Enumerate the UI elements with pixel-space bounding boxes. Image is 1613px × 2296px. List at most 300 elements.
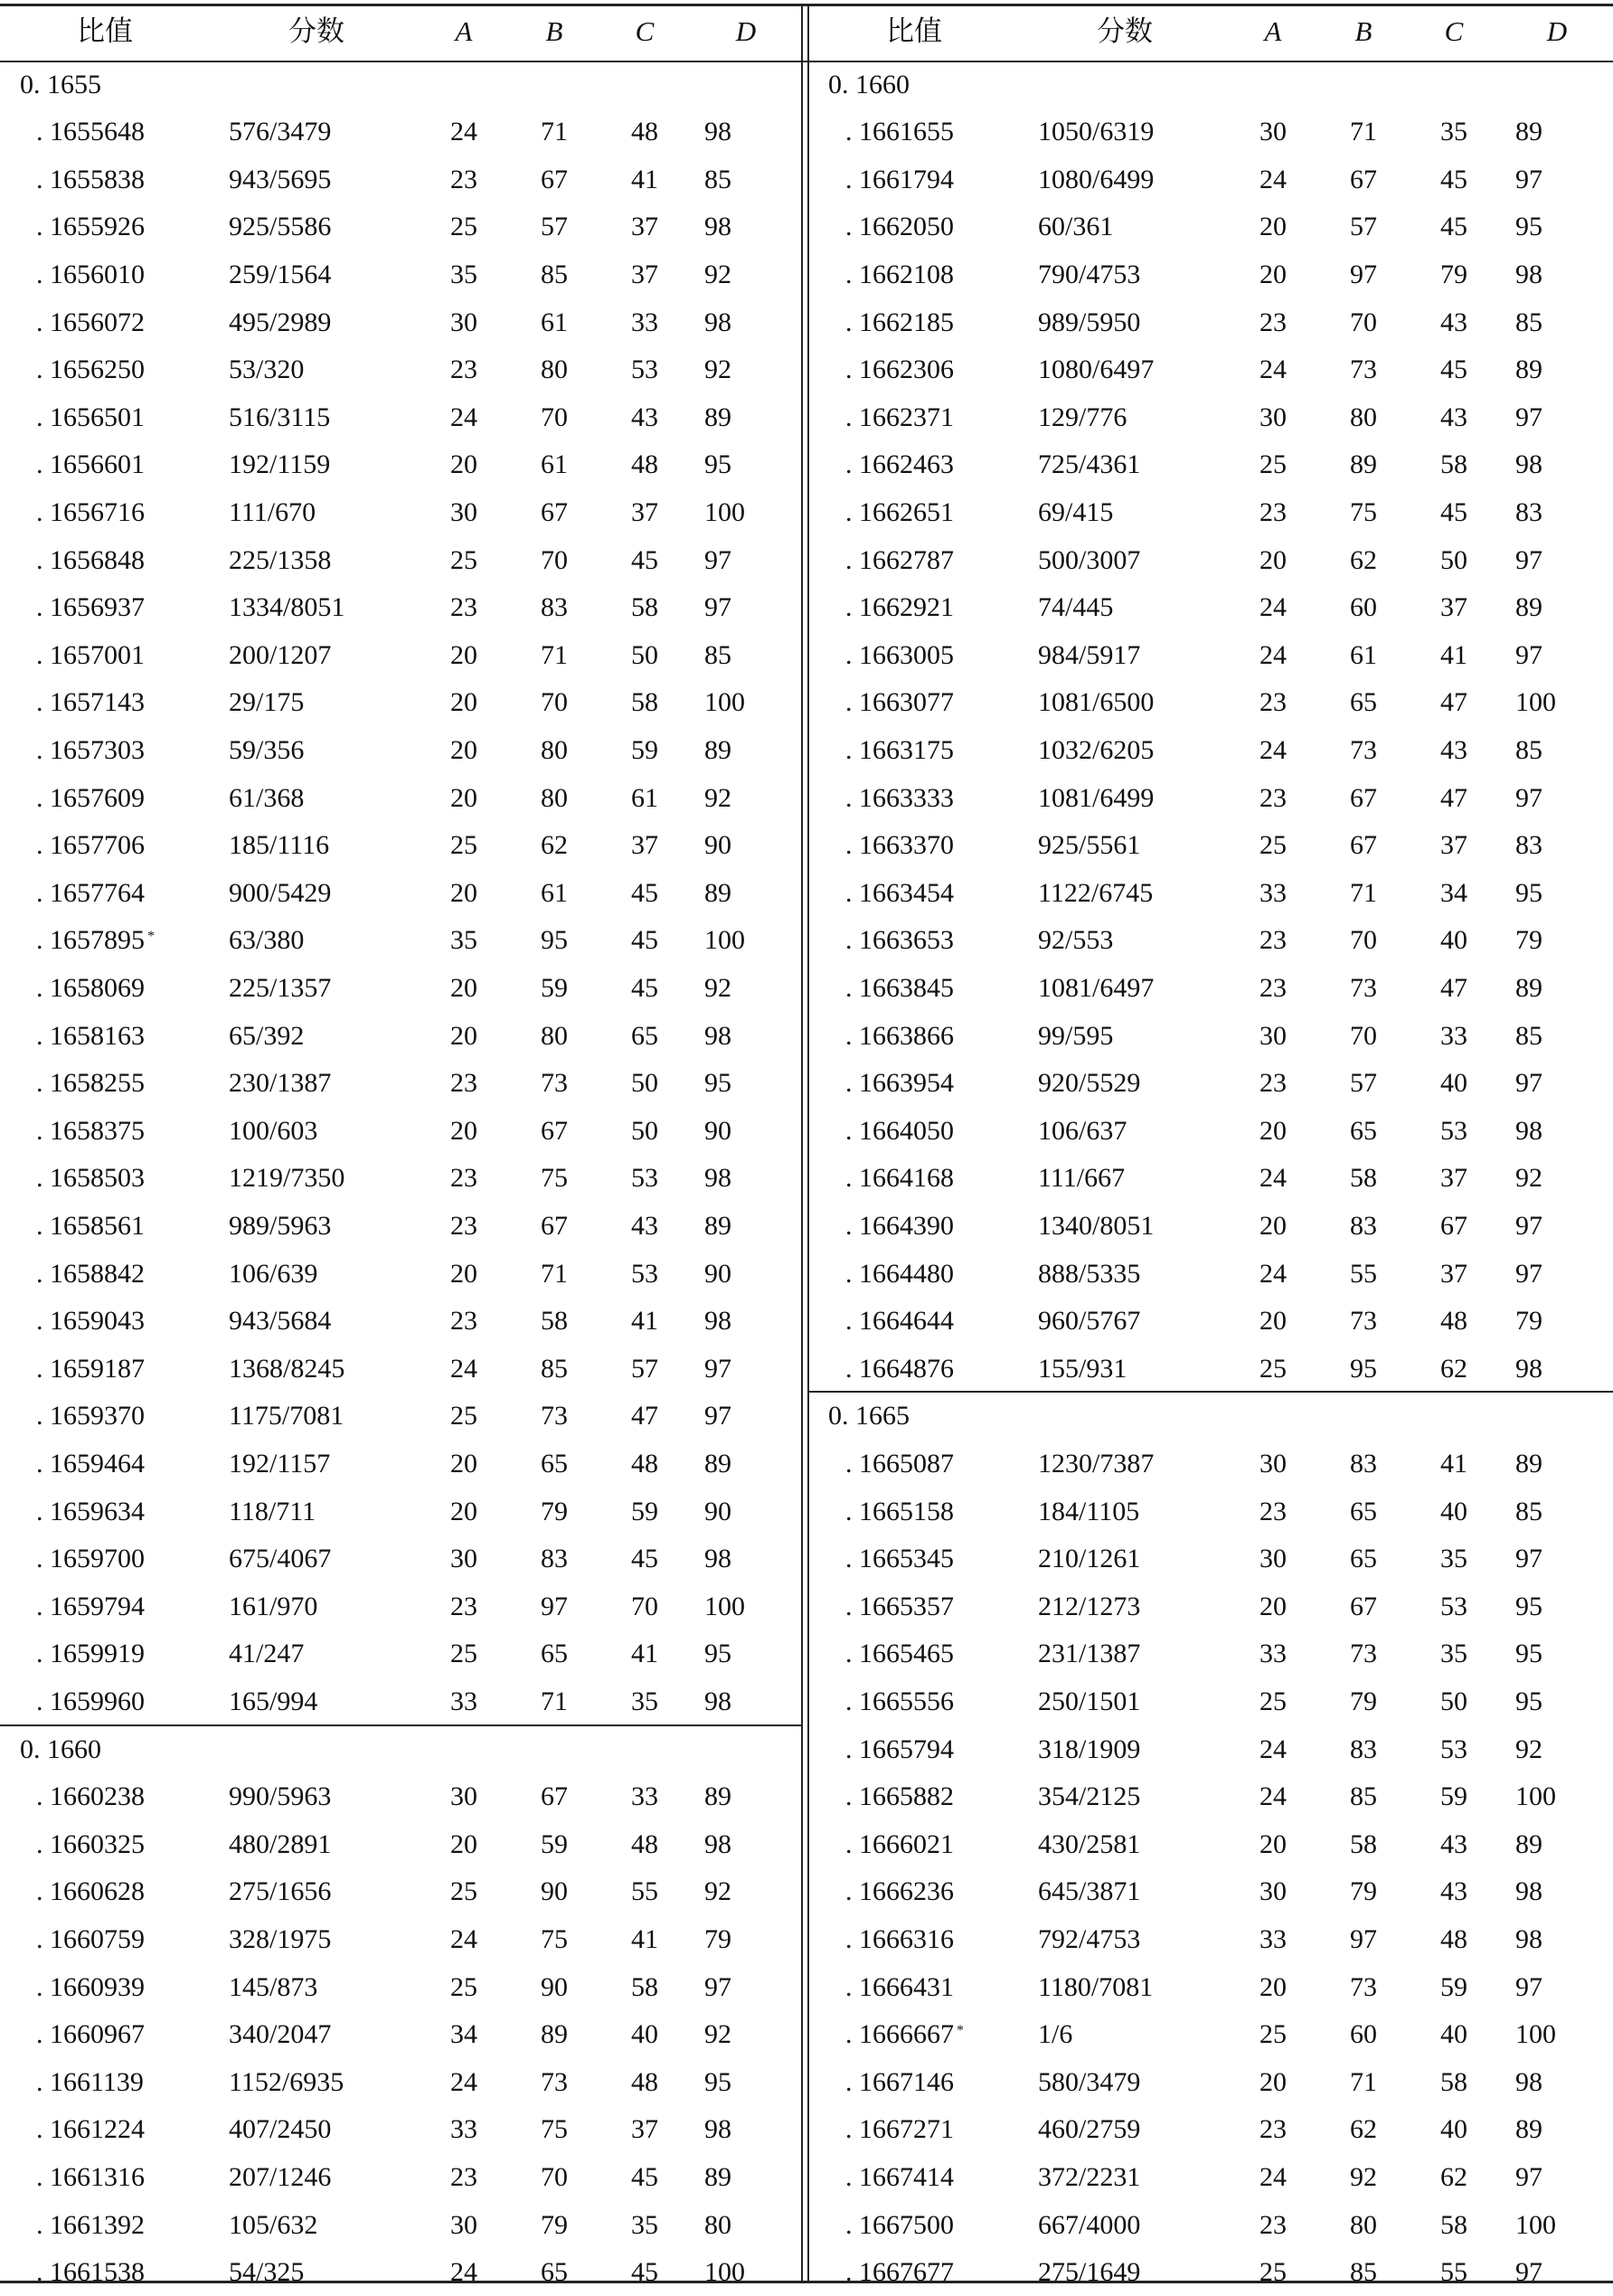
value-cell: 97 <box>541 1592 568 1621</box>
value-cell: 92 <box>1350 2162 1377 2192</box>
value-cell: 53 <box>631 1163 658 1193</box>
value-cell: 25 <box>450 1401 477 1431</box>
value-cell: 23 <box>1259 1497 1287 1526</box>
column-header: B <box>1354 15 1372 47</box>
fraction-cell: 225/1357 <box>229 973 332 1003</box>
value-cell: 30 <box>450 497 477 527</box>
fraction-cell: 230/1387 <box>229 1068 332 1098</box>
fraction-cell: 129/776 <box>1038 402 1127 432</box>
value-cell: 53 <box>631 1259 658 1289</box>
value-cell: 43 <box>1440 402 1467 432</box>
value-cell: 45 <box>631 1544 658 1573</box>
value-cell: 70 <box>541 2162 568 2192</box>
value-cell: 25 <box>450 830 477 860</box>
value-cell: 53 <box>1440 1116 1467 1146</box>
value-cell: 98 <box>704 1829 731 1859</box>
fraction-cell: 1152/6935 <box>229 2067 344 2097</box>
ratio-cell: . 1657609 <box>36 783 145 813</box>
value-cell: 97 <box>1515 1544 1542 1573</box>
fraction-cell: 65/392 <box>229 1021 305 1051</box>
value-cell: 70 <box>1350 307 1377 337</box>
value-cell: 83 <box>1515 830 1542 860</box>
ratio-cell: . 1666431 <box>845 1972 954 2002</box>
value-cell: 83 <box>1350 1734 1377 1764</box>
value-cell: 37 <box>631 2114 658 2144</box>
value-cell: 67 <box>541 497 568 527</box>
value-cell: 23 <box>450 1163 477 1193</box>
value-cell: 73 <box>1350 354 1377 384</box>
value-cell: 25 <box>450 545 477 575</box>
value-cell: 33 <box>450 1687 477 1716</box>
value-cell: 58 <box>1440 449 1467 479</box>
fraction-cell: 984/5917 <box>1038 640 1141 670</box>
fraction-cell: 576/3479 <box>229 117 332 146</box>
ratio-cell: . 1667146 <box>845 2067 954 2097</box>
value-cell: 40 <box>1440 1497 1467 1526</box>
value-cell: 40 <box>631 2019 658 2049</box>
value-cell: 95 <box>704 2067 731 2097</box>
value-cell: 97 <box>704 592 731 622</box>
value-cell: 73 <box>541 1401 568 1431</box>
value-cell: 79 <box>541 1497 568 1526</box>
value-cell: 85 <box>1515 1497 1542 1526</box>
value-cell: 60 <box>1350 2019 1377 2049</box>
ratio-cell: . 1662651 <box>845 497 954 527</box>
fraction-cell: 925/5561 <box>1038 830 1141 860</box>
fraction-cell: 1050/6319 <box>1038 117 1155 146</box>
value-cell: 97 <box>704 1401 731 1431</box>
ratio-cell: . 1656848 <box>36 545 145 575</box>
value-cell: 92 <box>1515 1734 1542 1764</box>
value-cell: 45 <box>1440 212 1467 241</box>
value-cell: 20 <box>1259 1211 1287 1241</box>
ratio-cell: . 1662921 <box>845 592 954 622</box>
value-cell: 37 <box>1440 1163 1467 1193</box>
fraction-cell: 943/5695 <box>229 165 332 194</box>
value-cell: 79 <box>704 1924 731 1954</box>
value-cell: 97 <box>1515 2162 1542 2192</box>
value-cell: 83 <box>1350 1211 1377 1241</box>
value-cell: 25 <box>450 1972 477 2002</box>
value-cell: 98 <box>1515 449 1542 479</box>
value-cell: 57 <box>631 1354 658 1384</box>
value-cell: 53 <box>1440 1734 1467 1764</box>
ratio-cell: . 1660628 <box>36 1876 145 1906</box>
value-cell: 60 <box>1350 592 1377 622</box>
value-cell: 55 <box>631 1876 658 1906</box>
value-cell: 47 <box>631 1401 658 1431</box>
value-cell: 95 <box>704 449 731 479</box>
value-cell: 48 <box>631 449 658 479</box>
value-cell: 24 <box>1259 1781 1287 1811</box>
fraction-cell: 580/3479 <box>1038 2067 1141 2097</box>
value-cell: 85 <box>704 165 731 194</box>
fraction-cell: 54/325 <box>229 2257 305 2287</box>
value-cell: 65 <box>1350 1116 1377 1146</box>
column-divider-left <box>801 4 803 2283</box>
value-cell: 61 <box>541 307 568 337</box>
ratio-cell: . 1656250 <box>36 354 145 384</box>
value-cell: 45 <box>1440 497 1467 527</box>
ratio-cell: . 1661316 <box>36 2162 145 2192</box>
value-cell: 67 <box>541 1211 568 1241</box>
value-cell: 95 <box>1515 212 1542 241</box>
value-cell: 62 <box>541 830 568 860</box>
fraction-cell: 145/873 <box>229 1972 318 2002</box>
fraction-cell: 275/1649 <box>1038 2257 1141 2287</box>
value-cell: 71 <box>1350 878 1377 908</box>
ratio-cell: . 1655648 <box>36 117 145 146</box>
value-cell: 71 <box>541 640 568 670</box>
value-cell: 83 <box>541 1544 568 1573</box>
value-cell: 73 <box>541 1068 568 1098</box>
value-cell: 20 <box>450 449 477 479</box>
value-cell: 20 <box>1259 1972 1287 2002</box>
value-cell: 45 <box>631 2162 658 2192</box>
value-cell: 98 <box>1515 1354 1542 1384</box>
column-header: C <box>635 15 655 47</box>
value-cell: 50 <box>631 640 658 670</box>
value-cell: 23 <box>1259 2114 1287 2144</box>
value-cell: 73 <box>1350 1306 1377 1336</box>
value-cell: 24 <box>1259 735 1287 765</box>
value-cell: 37 <box>1440 830 1467 860</box>
value-cell: 23 <box>450 1068 477 1098</box>
ratio-cell: . 1663454 <box>845 878 954 908</box>
value-cell: 71 <box>541 117 568 146</box>
value-cell: 90 <box>704 1259 731 1289</box>
fraction-cell: 111/667 <box>1038 1163 1126 1193</box>
fraction-cell: 675/4067 <box>229 1544 332 1573</box>
value-cell: 98 <box>704 1687 731 1716</box>
value-cell: 92 <box>1515 1163 1542 1193</box>
fraction-cell: 1340/8051 <box>1038 1211 1155 1241</box>
ratio-cell: . 1665345 <box>845 1544 954 1573</box>
value-cell: 48 <box>631 1449 658 1479</box>
value-cell: 83 <box>1350 1449 1377 1479</box>
value-cell: 41 <box>631 1924 658 1954</box>
value-cell: 30 <box>450 1544 477 1573</box>
value-cell: 61 <box>541 878 568 908</box>
column-header: D <box>1546 15 1568 47</box>
value-cell: 35 <box>450 260 477 289</box>
value-cell: 80 <box>1350 2210 1377 2240</box>
ratio-cell: . 1665158 <box>845 1497 954 1526</box>
fraction-cell: 231/1387 <box>1038 1639 1141 1668</box>
ratio-cell: . 1663175 <box>845 735 954 765</box>
fraction-cell: 92/553 <box>1038 925 1114 955</box>
value-cell: 92 <box>704 2019 731 2049</box>
value-cell: 71 <box>1350 2067 1377 2097</box>
value-cell: 75 <box>541 1924 568 1954</box>
value-cell: 48 <box>631 2067 658 2097</box>
fraction-cell: 790/4753 <box>1038 260 1141 289</box>
value-cell: 80 <box>1350 402 1377 432</box>
value-cell: 20 <box>450 973 477 1003</box>
ratio-cell: . 1659700 <box>36 1544 145 1573</box>
value-cell: 23 <box>450 165 477 194</box>
top-rule <box>0 4 1613 6</box>
value-cell: 25 <box>1259 449 1287 479</box>
value-cell: 65 <box>541 1639 568 1668</box>
value-cell: 98 <box>704 1021 731 1051</box>
ratio-cell: . 1664050 <box>845 1116 954 1146</box>
value-cell: 25 <box>450 1639 477 1668</box>
ratio-cell: . 1664390 <box>845 1211 954 1241</box>
value-cell: 24 <box>450 402 477 432</box>
fraction-cell: 516/3115 <box>229 402 331 432</box>
value-cell: 41 <box>631 165 658 194</box>
value-cell: 58 <box>1350 1829 1377 1859</box>
value-cell: 80 <box>541 354 568 384</box>
ratio-cell: . 1663653 <box>845 925 954 955</box>
value-cell: 89 <box>1515 354 1542 384</box>
value-cell: 40 <box>1440 2114 1467 2144</box>
value-cell: 24 <box>1259 640 1287 670</box>
value-cell: 80 <box>541 735 568 765</box>
value-cell: 92 <box>704 1876 731 1906</box>
value-cell: 65 <box>541 2257 568 2287</box>
column-header: B <box>545 15 563 47</box>
value-cell: 98 <box>704 1163 731 1193</box>
value-cell: 33 <box>631 307 658 337</box>
ratio-cell: . 1658163 <box>36 1021 145 1051</box>
ratio-cell: . 1665556 <box>845 1687 954 1716</box>
value-cell: 30 <box>1259 1021 1287 1051</box>
value-cell: 97 <box>1350 1924 1377 1954</box>
fraction-cell: 165/994 <box>229 1687 318 1716</box>
value-cell: 41 <box>1440 1449 1467 1479</box>
value-cell: 85 <box>1350 1781 1377 1811</box>
fraction-cell: 192/1157 <box>229 1449 331 1479</box>
ratio-cell: . 1658255 <box>36 1068 145 1098</box>
value-cell: 30 <box>1259 402 1287 432</box>
value-cell: 53 <box>1440 1592 1467 1621</box>
ratio-cell: . 1656937 <box>36 592 145 622</box>
value-cell: 33 <box>1259 1639 1287 1668</box>
value-cell: 100 <box>704 1592 745 1621</box>
value-cell: 35 <box>631 1687 658 1716</box>
value-cell: 24 <box>450 1354 477 1384</box>
value-cell: 62 <box>1440 1354 1467 1384</box>
value-cell: 33 <box>1259 878 1287 908</box>
ratio-cell: . 1660325 <box>36 1829 145 1859</box>
value-cell: 35 <box>631 2210 658 2240</box>
value-cell: 70 <box>1350 1021 1377 1051</box>
value-cell: 90 <box>704 1116 731 1146</box>
value-cell: 67 <box>541 1116 568 1146</box>
fraction-cell: 1/6 <box>1038 2019 1073 2049</box>
value-cell: 53 <box>631 354 658 384</box>
ratio-cell: . 1658375 <box>36 1116 145 1146</box>
fraction-cell: 430/2581 <box>1038 1829 1141 1859</box>
ratio-cell: . 1658069 <box>36 973 145 1003</box>
value-cell: 95 <box>541 925 568 955</box>
value-cell: 98 <box>1515 1116 1542 1146</box>
section-label: 0. 1655 <box>20 70 101 99</box>
value-cell: 24 <box>450 2067 477 2097</box>
value-cell: 95 <box>1515 878 1542 908</box>
fraction-cell: 1334/8051 <box>229 592 345 622</box>
ratio-cell: . 1666316 <box>845 1924 954 1954</box>
value-cell: 20 <box>450 687 477 717</box>
ratio-cell: . 1663333 <box>845 783 954 813</box>
value-cell: 100 <box>1515 2019 1556 2049</box>
value-cell: 43 <box>631 402 658 432</box>
ratio-cell: . 1658503 <box>36 1163 145 1193</box>
value-cell: 24 <box>1259 165 1287 194</box>
value-cell: 24 <box>450 2257 477 2287</box>
value-cell: 80 <box>541 1021 568 1051</box>
ratio-cell: . 1657764 <box>36 878 145 908</box>
value-cell: 58 <box>1440 2067 1467 2097</box>
value-cell: 98 <box>1515 260 1542 289</box>
value-cell: 85 <box>1515 735 1542 765</box>
value-cell: 33 <box>1440 1021 1467 1051</box>
fraction-cell: 480/2891 <box>229 1829 332 1859</box>
value-cell: 34 <box>450 2019 477 2049</box>
value-cell: 37 <box>1440 1259 1467 1289</box>
ratio-cell: . 1662306 <box>845 354 954 384</box>
value-cell: 40 <box>1440 925 1467 955</box>
value-cell: 100 <box>1515 2210 1556 2240</box>
ratio-cell <box>845 2011 964 2058</box>
ratio-cell: . 1659043 <box>36 1306 145 1336</box>
ratio-cell: . 1661392 <box>36 2210 145 2240</box>
ratio-cell: . 1656072 <box>36 307 145 337</box>
value-cell: 67 <box>1350 165 1377 194</box>
value-cell: 37 <box>631 830 658 860</box>
value-cell: 61 <box>631 783 658 813</box>
value-cell: 48 <box>1440 1306 1467 1336</box>
fraction-cell: 989/5963 <box>229 1211 332 1241</box>
value-cell: 59 <box>1440 1781 1467 1811</box>
section-label: 0. 1660 <box>20 1734 101 1764</box>
fraction-cell: 161/970 <box>229 1592 318 1621</box>
value-cell: 89 <box>1515 592 1542 622</box>
value-cell: 75 <box>541 2114 568 2144</box>
value-cell: 23 <box>1259 2210 1287 2240</box>
ratio-cell: . 1657143 <box>36 687 145 717</box>
value-cell: 45 <box>1440 354 1467 384</box>
value-cell: 97 <box>1515 640 1542 670</box>
ratio-cell: . 1656501 <box>36 402 145 432</box>
value-cell: 85 <box>704 640 731 670</box>
value-cell: 98 <box>704 1306 731 1336</box>
header-rule <box>0 61 1613 62</box>
value-cell: 20 <box>450 1116 477 1146</box>
value-cell: 80 <box>541 783 568 813</box>
fraction-cell: 667/4000 <box>1038 2210 1141 2240</box>
value-cell: 98 <box>1515 1924 1542 1954</box>
ratio-cell: . 1655926 <box>36 212 145 241</box>
fraction-cell: 212/1273 <box>1038 1592 1141 1621</box>
value-cell: 73 <box>1350 735 1377 765</box>
ratio-cell: . 1656010 <box>36 260 145 289</box>
fraction-cell: 60/361 <box>1038 212 1114 241</box>
column-header: C <box>1444 15 1464 47</box>
value-cell: 98 <box>704 212 731 241</box>
value-cell: 75 <box>1350 497 1377 527</box>
value-cell: 45 <box>1440 165 1467 194</box>
value-cell: 25 <box>450 1876 477 1906</box>
value-cell: 20 <box>1259 1592 1287 1621</box>
value-cell: 59 <box>631 1497 658 1526</box>
value-cell: 85 <box>1350 2257 1377 2287</box>
value-cell: 35 <box>1440 1639 1467 1668</box>
value-cell: 45 <box>631 545 658 575</box>
value-cell: 83 <box>541 592 568 622</box>
value-cell: 89 <box>704 878 731 908</box>
value-cell: 57 <box>1350 1068 1377 1098</box>
value-cell: 97 <box>1515 165 1542 194</box>
value-cell: 89 <box>1350 449 1377 479</box>
ratio-cell: . 1662463 <box>845 449 954 479</box>
value-cell: 30 <box>1259 1876 1287 1906</box>
value-cell: 90 <box>704 1497 731 1526</box>
fraction-cell: 925/5586 <box>229 212 332 241</box>
fraction-cell: 792/4753 <box>1038 1924 1141 1954</box>
ratio-cell: . 1667414 <box>845 2162 954 2192</box>
value-cell: 98 <box>1515 1876 1542 1906</box>
value-cell: 43 <box>1440 307 1467 337</box>
value-cell: 97 <box>1515 1068 1542 1098</box>
value-cell: 37 <box>631 497 658 527</box>
value-cell: 23 <box>450 592 477 622</box>
value-cell: 57 <box>541 212 568 241</box>
value-cell: 70 <box>631 1592 658 1621</box>
ratio-cell: . 1663954 <box>845 1068 954 1098</box>
ratio-cell: . 1663866 <box>845 1021 954 1051</box>
value-cell: 73 <box>541 2067 568 2097</box>
value-cell: 55 <box>1350 1259 1377 1289</box>
value-cell: 24 <box>1259 2162 1287 2192</box>
value-cell: 95 <box>704 1639 731 1668</box>
value-cell: 97 <box>704 1972 731 2002</box>
value-cell: 37 <box>631 260 658 289</box>
value-cell: 30 <box>1259 1544 1287 1573</box>
fraction-cell: 943/5684 <box>229 1306 332 1336</box>
value-cell: 25 <box>1259 2019 1287 2049</box>
fraction-cell: 118/711 <box>229 1497 316 1526</box>
value-cell: 30 <box>1259 117 1287 146</box>
value-cell: 24 <box>1259 354 1287 384</box>
value-cell: 20 <box>450 878 477 908</box>
value-cell: 30 <box>450 1781 477 1811</box>
value-cell: 89 <box>704 402 731 432</box>
fraction-cell: 372/2231 <box>1038 2162 1141 2192</box>
value-cell: 79 <box>1440 260 1467 289</box>
fraction-cell: 63/380 <box>229 925 305 955</box>
value-cell: 89 <box>704 1449 731 1479</box>
fraction-cell: 184/1105 <box>1038 1497 1140 1526</box>
value-cell: 71 <box>541 1259 568 1289</box>
ratio-cell: . 1667677 <box>845 2257 954 2287</box>
ratio-cell: . 1659370 <box>36 1401 145 1431</box>
value-cell: 79 <box>1350 1687 1377 1716</box>
fraction-cell: 920/5529 <box>1038 1068 1141 1098</box>
value-cell: 85 <box>541 260 568 289</box>
value-cell: 20 <box>450 1021 477 1051</box>
fraction-cell: 460/2759 <box>1038 2114 1141 2144</box>
value-cell: 62 <box>1350 2114 1377 2144</box>
value-cell: 58 <box>631 592 658 622</box>
value-cell: 73 <box>1350 1972 1377 2002</box>
ratio-cell: . 1661538 <box>36 2257 145 2287</box>
ratio-cell: . 1662787 <box>845 545 954 575</box>
value-cell: 20 <box>1259 2067 1287 2097</box>
value-cell: 24 <box>1259 1734 1287 1764</box>
